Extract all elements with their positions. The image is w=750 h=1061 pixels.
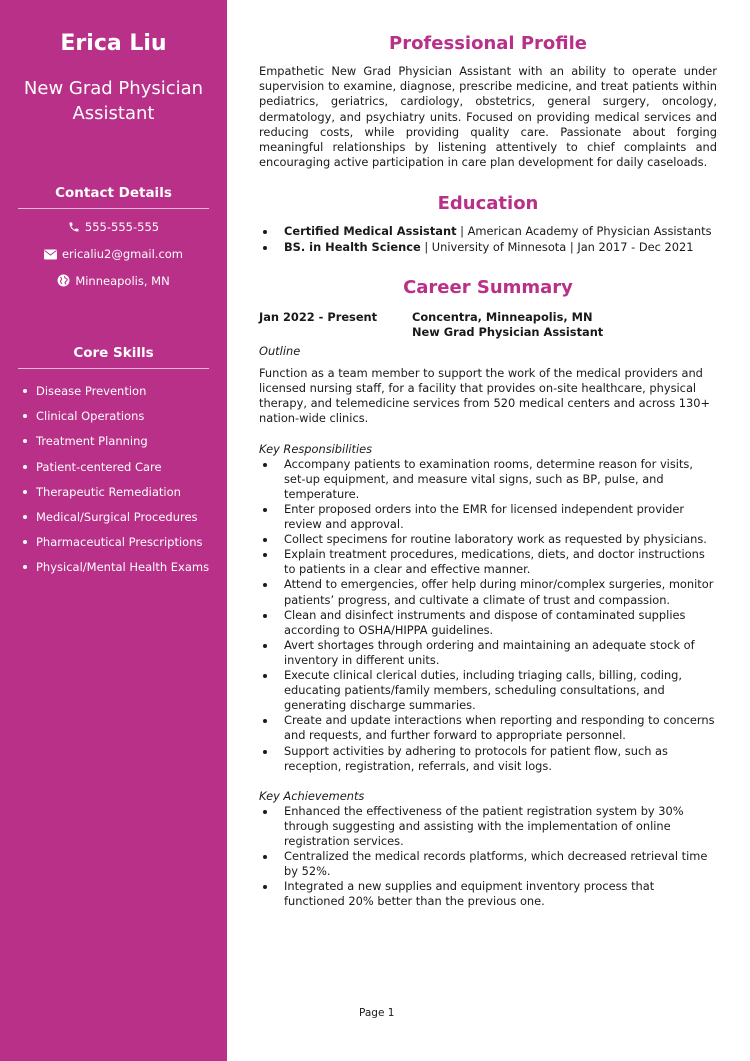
degree-name: BS. in Health Science [284, 239, 421, 254]
email-text: ericaliu2@gmail.com [61, 247, 184, 261]
responsibilities-list [259, 457, 717, 774]
degree-detail: | American Academy of Physician Assistants [456, 224, 712, 239]
contact-list [0, 219, 227, 291]
skill-item: Clinical Operations [23, 408, 227, 424]
responsibility-item: Enter proposed orders into the EMR for licensed independent provider review and approval. [259, 502, 717, 532]
globe-icon [57, 274, 70, 291]
skill-item: Patient-centered Care [23, 459, 227, 475]
job-role-row [259, 325, 717, 340]
responsibility-item: Collect specimens for routine laboratory work as requested by physicians. [259, 532, 717, 547]
skills-list [0, 383, 227, 575]
responsibility-item: Support activities by adhering to protocols for patient flow, such as reception, registration, referrals, and visit logs. [259, 744, 717, 774]
location-text: Minneapolis, MN [75, 274, 170, 288]
skill-item: Pharmaceutical Prescriptions [23, 534, 227, 550]
responsibility-item: Create and update interactions when reporting and responding to concerns and requests, and further forward to appropriate personnel. [259, 713, 717, 743]
responsibility-item: Clean and disinfect instruments and dispose of contaminated supplies according to OSHA/HIPPA guidelines. [259, 608, 717, 638]
job-company: Concentra, Minneapolis, MN [412, 309, 593, 324]
page-number: Page 1 [359, 1007, 395, 1019]
profile-text: Empathetic New Grad Physician Assistant with an ability to operate under supervision to examine, diagnose, prescribe medicine, and treat patients within pediatrics, geriatrics, cardiology, obstetrics, general surgery, oncology, dermatology, and psychiatry units. Focused on providing medical services and reducing costs, while providing quality care. Passionate about forging meaningful relationships by listening attentively to chief complaints and encouraging active participation in care plan development for daily caseloads. [259, 64, 717, 170]
education-heading: Education [437, 193, 539, 215]
education-item [259, 240, 717, 255]
main-content [259, 0, 717, 910]
skill-item: Treatment Planning [23, 433, 227, 449]
achievements-label: Key Achievements [259, 788, 365, 803]
achievement-item: Centralized the medical records platforms, which decreased retrieval time by 52%. [259, 849, 717, 879]
skills-heading: Core Skills [73, 345, 154, 361]
job-header [259, 310, 717, 325]
responsibility-item: Attend to emergencies, offer help during minor/complex surgeries, monitor patients’ progress, and cultivate a climate of trust and compassion. [259, 577, 717, 607]
achievement-item: Enhanced the effectiveness of the patient registration system by 30% through suggesting and assisting with the implementation of online registration services. [259, 804, 717, 849]
profile-heading: Professional Profile [389, 33, 587, 54]
sidebar [0, 0, 227, 1061]
envelope-icon [44, 248, 57, 264]
skill-item: Physical/Mental Health Exams [23, 559, 227, 575]
contact-phone [0, 219, 227, 237]
contact-divider [18, 208, 209, 209]
skill-item: Disease Prevention [23, 383, 227, 399]
candidate-title: New Grad Physician Assistant [23, 78, 204, 124]
skills-divider [18, 368, 209, 369]
job-date: Jan 2022 - Present [259, 309, 378, 324]
candidate-name: Erica Liu [60, 31, 167, 56]
contact-location [0, 273, 227, 291]
education-list [259, 224, 717, 254]
outline-label: Outline [259, 343, 301, 358]
achievements-list [259, 804, 717, 910]
education-item [259, 224, 717, 239]
skill-item: Medical/Surgical Procedures [23, 509, 227, 525]
responsibility-item: Explain treatment procedures, medications, diets, and doctor instructions to patients in a clear and effective manner. [259, 547, 717, 577]
job-role: New Grad Physician Assistant [412, 325, 604, 340]
phone-icon [68, 221, 80, 237]
degree-detail: | University of Minnesota | Jan 2017 - Dec 2021 [420, 239, 694, 254]
skill-item: Therapeutic Remediation [23, 484, 227, 500]
achievement-item: Integrated a new supplies and equipment inventory process that functioned 20% better than the previous one. [259, 879, 717, 909]
degree-name: Certified Medical Assistant [284, 224, 457, 239]
responsibility-item: Execute clinical clerical duties, including triaging calls, billing, coding, educating patients/family members, scheduling consultations, and generating discharge summaries. [259, 668, 717, 713]
contact-email [0, 246, 227, 264]
career-heading: Career Summary [403, 276, 573, 298]
responsibility-item: Accompany patients to examination rooms, determine reason for visits, set-up equipment, and measure vital signs, such as BP, pulse, and temperature. [259, 457, 717, 502]
phone-text: 555-555-555 [84, 220, 160, 234]
contact-heading: Contact Details [55, 185, 172, 201]
responsibilities-label: Key Responsibilities [259, 441, 373, 456]
outline-text: Function as a team member to support the work of the medical providers and licensed nursing staff, for a facility that provides on-site healthcare, physical therapy, and telemedicine services from 520 medical centers and across 130+ nation-wide clinics. [259, 365, 711, 426]
responsibility-item: Avert shortages through ordering and maintaining an adequate stock of inventory in different units. [259, 638, 717, 668]
